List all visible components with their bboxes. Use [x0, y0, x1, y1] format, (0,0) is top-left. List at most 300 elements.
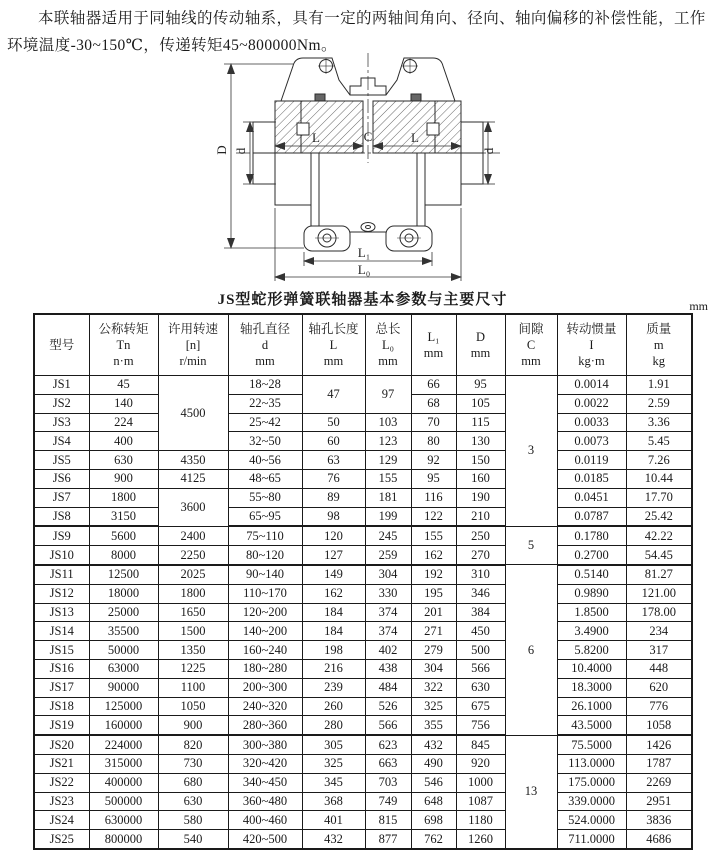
- table-cell: 1050: [158, 697, 228, 716]
- coupling-diagram: [98, 50, 518, 290]
- table-cell: 6: [505, 565, 557, 735]
- dim-label-D: D: [214, 145, 229, 155]
- table-cell: 0.5140: [557, 565, 626, 584]
- table-cell: 178.00: [626, 603, 692, 622]
- table-cell: 317: [626, 641, 692, 660]
- header-cell: 质量 m kg: [626, 314, 692, 376]
- table-cell: JS23: [34, 792, 89, 811]
- table-row: [34, 754, 692, 773]
- dim-label-L1: L₁: [357, 245, 371, 260]
- table-cell: 698: [411, 811, 456, 830]
- table-cell: 160000: [89, 716, 158, 735]
- table-row: [34, 507, 692, 526]
- table-title: JS型蛇形弹簧联轴器基本参数与主要尺寸: [217, 292, 508, 308]
- table-cell: 1500: [158, 622, 228, 641]
- table-cell: 90000: [89, 678, 158, 697]
- table-cell: 526: [365, 697, 411, 716]
- header-cell: 总长 L₀ mm: [365, 314, 411, 376]
- table-cell: 1225: [158, 659, 228, 678]
- table-cell: 190: [456, 488, 505, 507]
- table-cell: JS25: [34, 830, 89, 849]
- parameters-section: [33, 288, 708, 850]
- table-cell: JS8: [34, 507, 89, 526]
- table-cell: 5: [505, 526, 557, 565]
- table-cell: 18000: [89, 584, 158, 603]
- table-cell: 500000: [89, 792, 158, 811]
- table-cell: 1426: [626, 735, 692, 754]
- table-cell: 195: [411, 584, 456, 603]
- table-cell: 432: [302, 830, 365, 849]
- table-cell: JS11: [34, 565, 89, 584]
- table-cell: 800000: [89, 830, 158, 849]
- table-cell: 280~360: [228, 716, 302, 735]
- table-body: [34, 376, 692, 849]
- table-cell: JS16: [34, 659, 89, 678]
- table-cell: 280: [302, 716, 365, 735]
- table-cell: 140: [89, 394, 158, 413]
- table-cell: 76: [302, 469, 365, 488]
- table-cell: JS4: [34, 432, 89, 451]
- table-cell: 320~420: [228, 754, 302, 773]
- table-cell: 239: [302, 678, 365, 697]
- table-cell: 484: [365, 678, 411, 697]
- table-cell: 25~42: [228, 413, 302, 432]
- table-cell: 2025: [158, 565, 228, 584]
- table-cell: 25000: [89, 603, 158, 622]
- table-cell: 1800: [89, 488, 158, 507]
- table-cell: 920: [456, 754, 505, 773]
- table-cell: 3836: [626, 811, 692, 830]
- table-cell: 620: [626, 678, 692, 697]
- table-cell: 17.70: [626, 488, 692, 507]
- table-cell: 448: [626, 659, 692, 678]
- table-cell: 105: [456, 394, 505, 413]
- table-cell: 3.4900: [557, 622, 626, 641]
- table-cell: 0.0073: [557, 432, 626, 451]
- table-cell: 648: [411, 792, 456, 811]
- table-cell: 45: [89, 376, 158, 395]
- table-cell: 271: [411, 622, 456, 641]
- dim-label-L0: L₀: [357, 262, 371, 277]
- table-cell: 162: [411, 546, 456, 565]
- table-cell: 5600: [89, 526, 158, 545]
- table-cell: 270: [456, 546, 505, 565]
- table-cell: 50: [302, 413, 365, 432]
- table-cell: 1350: [158, 641, 228, 660]
- table-cell: 120: [302, 526, 365, 545]
- table-row: [34, 432, 692, 451]
- coupling-body: [236, 53, 500, 251]
- table-cell: 162: [302, 584, 365, 603]
- table-cell: 310: [456, 565, 505, 584]
- table-cell: 198: [302, 641, 365, 660]
- table-cell: 116: [411, 488, 456, 507]
- table-cell: 155: [411, 526, 456, 545]
- table-cell: 5.8200: [557, 641, 626, 660]
- dim-label-L-left: L: [312, 130, 320, 145]
- table-cell: JS9: [34, 526, 89, 545]
- table-cell: 180~280: [228, 659, 302, 678]
- table-row: [34, 678, 692, 697]
- table-cell: 48~65: [228, 469, 302, 488]
- table-row: [34, 584, 692, 603]
- table-cell: 1.8500: [557, 603, 626, 622]
- table-cell: JS12: [34, 584, 89, 603]
- parameters-table: [33, 313, 693, 850]
- table-cell: 2269: [626, 773, 692, 792]
- table-cell: 3.36: [626, 413, 692, 432]
- table-cell: 630: [89, 451, 158, 470]
- table-cell: 66: [411, 376, 456, 395]
- table-cell: 402: [365, 641, 411, 660]
- table-cell: 181: [365, 488, 411, 507]
- table-row: [34, 413, 692, 432]
- header-cell: 公称转矩 Tn n·m: [89, 314, 158, 376]
- table-cell: JS21: [34, 754, 89, 773]
- table-cell: 32~50: [228, 432, 302, 451]
- table-cell: JS10: [34, 546, 89, 565]
- table-cell: 374: [365, 603, 411, 622]
- table-cell: 65~95: [228, 507, 302, 526]
- table-cell: 623: [365, 735, 411, 754]
- table-cell: 184: [302, 603, 365, 622]
- intro-paragraph: 本联轴器适用于同轴线的传动轴系，具有一定的两轴间角向、径向、轴向偏移的补偿性能，工作环境温度-30~150℃，传递转矩45~800000Nm。: [7, 10, 706, 54]
- dim-label-d-left: d: [233, 147, 248, 155]
- table-row: [34, 716, 692, 735]
- table-cell: 75.5000: [557, 735, 626, 754]
- header-cell: 许用转速 [n] r/min: [158, 314, 228, 376]
- table-cell: 2400: [158, 526, 228, 545]
- table-cell: 12500: [89, 565, 158, 584]
- table-cell: 3: [505, 376, 557, 527]
- table-cell: 400~460: [228, 811, 302, 830]
- table-cell: 245: [365, 526, 411, 545]
- table-cell: 1180: [456, 811, 505, 830]
- table-row: [34, 469, 692, 488]
- table-cell: 224000: [89, 735, 158, 754]
- table-cell: 400000: [89, 773, 158, 792]
- table-cell: 95: [411, 469, 456, 488]
- table-cell: 10.44: [626, 469, 692, 488]
- table-cell: 75~110: [228, 526, 302, 545]
- table-cell: 304: [365, 565, 411, 584]
- table-cell: 450: [456, 622, 505, 641]
- table-cell: 630: [158, 792, 228, 811]
- table-cell: 0.9890: [557, 584, 626, 603]
- table-cell: 360~480: [228, 792, 302, 811]
- table-cell: 400: [89, 432, 158, 451]
- table-cell: 240~320: [228, 697, 302, 716]
- table-cell: 0.0014: [557, 376, 626, 395]
- table-cell: 2.59: [626, 394, 692, 413]
- table-row: [34, 697, 692, 716]
- table-cell: 60: [302, 432, 365, 451]
- table-cell: 121.00: [626, 584, 692, 603]
- table-cell: JS19: [34, 716, 89, 735]
- table-cell: JS24: [34, 811, 89, 830]
- table-cell: 1000: [456, 773, 505, 792]
- table-cell: 95: [456, 376, 505, 395]
- table-cell: 1800: [158, 584, 228, 603]
- table-cell: JS6: [34, 469, 89, 488]
- table-cell: 127: [302, 546, 365, 565]
- table-cell: 192: [411, 565, 456, 584]
- table-cell: 0.0451: [557, 488, 626, 507]
- table-cell: 5.45: [626, 432, 692, 451]
- table-cell: 305: [302, 735, 365, 754]
- table-cell: 330: [365, 584, 411, 603]
- table-cell: 2951: [626, 792, 692, 811]
- table-cell: 40~56: [228, 451, 302, 470]
- table-cell: 703: [365, 773, 411, 792]
- table-cell: 80: [411, 432, 456, 451]
- table-cell: JS14: [34, 622, 89, 641]
- table-cell: 224: [89, 413, 158, 432]
- table-cell: 4350: [158, 451, 228, 470]
- table-cell: 160~240: [228, 641, 302, 660]
- table-cell: 18~28: [228, 376, 302, 395]
- table-cell: 260: [302, 697, 365, 716]
- table-cell: 339.0000: [557, 792, 626, 811]
- table-cell: 250: [456, 526, 505, 545]
- table-cell: 103: [365, 413, 411, 432]
- table-cell: JS17: [34, 678, 89, 697]
- table-cell: 43.5000: [557, 716, 626, 735]
- unit-label: mm: [689, 299, 708, 313]
- header-cell: 型号: [34, 314, 89, 376]
- table-cell: 384: [456, 603, 505, 622]
- table-cell: 70: [411, 413, 456, 432]
- table-cell: 0.0119: [557, 451, 626, 470]
- table-cell: 50000: [89, 641, 158, 660]
- table-cell: 500: [456, 641, 505, 660]
- table-cell: 322: [411, 678, 456, 697]
- table-cell: 3150: [89, 507, 158, 526]
- table-row: [34, 792, 692, 811]
- table-cell: 149: [302, 565, 365, 584]
- table-cell: 81.27: [626, 565, 692, 584]
- table-cell: 0.0022: [557, 394, 626, 413]
- table-cell: 315000: [89, 754, 158, 773]
- table-cell: 120~200: [228, 603, 302, 622]
- table-cell: 150: [456, 451, 505, 470]
- header-cell: L₁ mm: [411, 314, 456, 376]
- table-cell: 1058: [626, 716, 692, 735]
- table-cell: 115: [456, 413, 505, 432]
- table-row: [34, 773, 692, 792]
- table-cell: 374: [365, 622, 411, 641]
- table-cell: 4125: [158, 469, 228, 488]
- table-cell: 355: [411, 716, 456, 735]
- table-cell: 55~80: [228, 488, 302, 507]
- table-cell: 0.1780: [557, 526, 626, 545]
- table-cell: 7.26: [626, 451, 692, 470]
- table-cell: 1650: [158, 603, 228, 622]
- table-cell: 845: [456, 735, 505, 754]
- table-cell: 900: [158, 716, 228, 735]
- table-cell: 216: [302, 659, 365, 678]
- table-cell: 1787: [626, 754, 692, 773]
- table-cell: 13: [505, 735, 557, 849]
- table-cell: 432: [411, 735, 456, 754]
- dim-label-d-right: d: [481, 147, 496, 155]
- table-row: [34, 488, 692, 507]
- table-cell: 580: [158, 811, 228, 830]
- table-cell: 0.0185: [557, 469, 626, 488]
- table-cell: 63000: [89, 659, 158, 678]
- table-row: [34, 451, 692, 470]
- table-cell: 540: [158, 830, 228, 849]
- table-cell: 125000: [89, 697, 158, 716]
- table-cell: 18.3000: [557, 678, 626, 697]
- table-cell: 140~200: [228, 622, 302, 641]
- table-cell: 2250: [158, 546, 228, 565]
- table-cell: 155: [365, 469, 411, 488]
- table-row: [34, 622, 692, 641]
- table-cell: 160: [456, 469, 505, 488]
- table-row: [34, 830, 692, 849]
- table-cell: 680: [158, 773, 228, 792]
- table-cell: 711.0000: [557, 830, 626, 849]
- table-cell: 201: [411, 603, 456, 622]
- table-row: [34, 603, 692, 622]
- table-cell: 122: [411, 507, 456, 526]
- table-cell: 325: [411, 697, 456, 716]
- table-cell: 110~170: [228, 584, 302, 603]
- table-cell: JS22: [34, 773, 89, 792]
- table-row: [34, 565, 692, 584]
- table-cell: 184: [302, 622, 365, 641]
- table-cell: JS3: [34, 413, 89, 432]
- table-cell: 234: [626, 622, 692, 641]
- table-cell: 566: [456, 659, 505, 678]
- table-cell: 10.4000: [557, 659, 626, 678]
- table-cell: 0.0787: [557, 507, 626, 526]
- header-cell: 轴孔长度 L mm: [302, 314, 365, 376]
- table-cell: 304: [411, 659, 456, 678]
- table-cell: 630: [456, 678, 505, 697]
- table-cell: JS18: [34, 697, 89, 716]
- table-cell: 900: [89, 469, 158, 488]
- table-cell: 129: [365, 451, 411, 470]
- table-cell: 89: [302, 488, 365, 507]
- table-row: [34, 546, 692, 565]
- table-cell: 675: [456, 697, 505, 716]
- table-cell: 54.45: [626, 546, 692, 565]
- table-cell: 730: [158, 754, 228, 773]
- table-cell: 0.2700: [557, 546, 626, 565]
- table-cell: 490: [411, 754, 456, 773]
- dim-label-C: C: [363, 129, 373, 144]
- table-cell: 175.0000: [557, 773, 626, 792]
- table-cell: 420~500: [228, 830, 302, 849]
- table-cell: 130: [456, 432, 505, 451]
- table-cell: 4686: [626, 830, 692, 849]
- table-cell: 80~120: [228, 546, 302, 565]
- table-cell: 8000: [89, 546, 158, 565]
- table-cell: JS15: [34, 641, 89, 660]
- table-cell: 1260: [456, 830, 505, 849]
- table-cell: 566: [365, 716, 411, 735]
- table-row: [34, 526, 692, 545]
- table-cell: 368: [302, 792, 365, 811]
- table-cell: 1087: [456, 792, 505, 811]
- table-cell: 123: [365, 432, 411, 451]
- table-cell: 346: [456, 584, 505, 603]
- table-header: [34, 314, 692, 376]
- table-cell: 63: [302, 451, 365, 470]
- table-cell: 35500: [89, 622, 158, 641]
- table-cell: 113.0000: [557, 754, 626, 773]
- table-cell: 630000: [89, 811, 158, 830]
- table-row: [34, 811, 692, 830]
- table-cell: 756: [456, 716, 505, 735]
- table-cell: 776: [626, 697, 692, 716]
- table-cell: 877: [365, 830, 411, 849]
- table-cell: 90~140: [228, 565, 302, 584]
- table-cell: 820: [158, 735, 228, 754]
- table-cell: 345: [302, 773, 365, 792]
- table-cell: 815: [365, 811, 411, 830]
- table-cell: 200~300: [228, 678, 302, 697]
- table-cell: 438: [365, 659, 411, 678]
- table-cell: 762: [411, 830, 456, 849]
- table-cell: 0.0033: [557, 413, 626, 432]
- table-cell: 4500: [158, 376, 228, 451]
- table-cell: 26.1000: [557, 697, 626, 716]
- table-cell: 68: [411, 394, 456, 413]
- table-cell: 42.22: [626, 526, 692, 545]
- table-cell: 25.42: [626, 507, 692, 526]
- table-cell: 92: [411, 451, 456, 470]
- header-cell: 轴孔直径 d mm: [228, 314, 302, 376]
- table-cell: 3600: [158, 488, 228, 526]
- table-cell: JS1: [34, 376, 89, 395]
- table-row: [34, 735, 692, 754]
- dim-label-L-right: L: [411, 130, 419, 145]
- table-cell: 340~450: [228, 773, 302, 792]
- table-cell: 22~35: [228, 394, 302, 413]
- table-cell: 300~380: [228, 735, 302, 754]
- table-row: [34, 376, 692, 395]
- table-cell: JS7: [34, 488, 89, 507]
- table-cell: 546: [411, 773, 456, 792]
- table-cell: 199: [365, 507, 411, 526]
- table-cell: 401: [302, 811, 365, 830]
- table-cell: JS13: [34, 603, 89, 622]
- table-cell: 1.91: [626, 376, 692, 395]
- header-cell: 间隙 C mm: [505, 314, 557, 376]
- table-cell: 325: [302, 754, 365, 773]
- table-row: [34, 659, 692, 678]
- header-cell: 转动惯量 I kg·m: [557, 314, 626, 376]
- table-cell: 1100: [158, 678, 228, 697]
- table-cell: 47: [302, 376, 365, 414]
- table-cell: 97: [365, 376, 411, 414]
- table-cell: 749: [365, 792, 411, 811]
- table-cell: JS20: [34, 735, 89, 754]
- table-cell: 210: [456, 507, 505, 526]
- table-cell: JS2: [34, 394, 89, 413]
- table-cell: 663: [365, 754, 411, 773]
- table-cell: 98: [302, 507, 365, 526]
- table-cell: 279: [411, 641, 456, 660]
- table-cell: JS5: [34, 451, 89, 470]
- table-cell: 524.0000: [557, 811, 626, 830]
- header-cell: D mm: [456, 314, 505, 376]
- table-row: [34, 641, 692, 660]
- table-cell: 259: [365, 546, 411, 565]
